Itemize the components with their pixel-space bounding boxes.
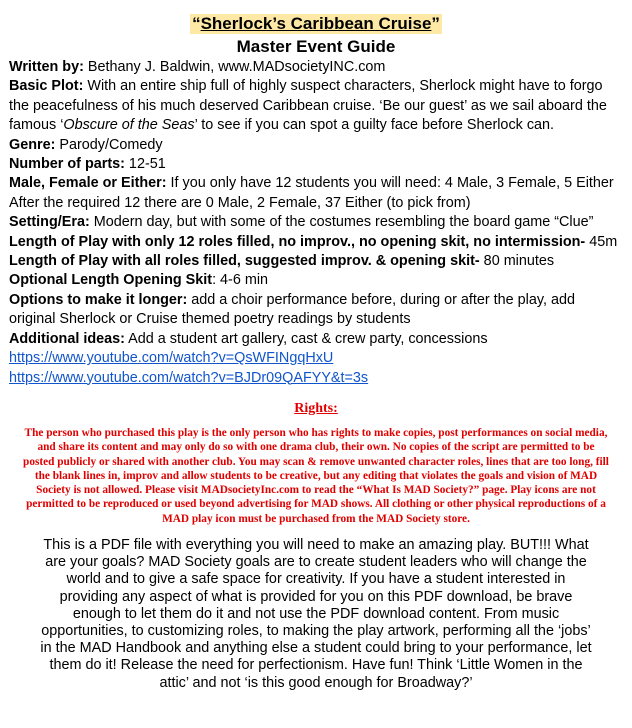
opening-skit-length: Optional Length Opening Skit: 4-6 min	[9, 272, 269, 289]
rights-heading: Rights:	[294, 400, 338, 416]
written-by: Written by: Bethany J. Baldwin, www.MADsocietyINC.com	[9, 59, 386, 75]
length-12-roles: Length of Play with only 12 roles filled, no improv., no opening skit, no intermission- 45m	[9, 233, 618, 250]
event-details	[0, 58, 632, 388]
additional-ideas: Additional ideas: Add a student art gallery, cast & crew party, concessions	[9, 330, 488, 347]
document-title-text: Sherlock’s Caribbean Cruise	[200, 14, 432, 33]
number-of-parts: Number of parts: 12-51	[9, 156, 166, 173]
options-longer: Options to make it longer: add a choir performance before, during or after the play, add original Sherlock or Cruise themed poetry readings by students	[9, 291, 576, 328]
title-row	[0, 0, 632, 35]
document-title: “Sherlock’s Caribbean Cruise”	[192, 14, 440, 33]
rights-text: The person who purchased this play is the only person who has rights to make copies, post performances on social media, and share its content and may only do so with one drama club, their own. No copies of the script are permitted to be posted publicly or shared with another club. You may scan & remove unwanted character roles, lines that are too long, fill the blank lines in, improv and allow students to be creative, but any editing that violates the goals and vision of MAD Society is not allowed. Please visit MADsocietyInc.com to read the “What Is MAD Society?” page. Play icons are not permitted to be reproduced or used beyond advertising for MAD shows. All clothing or other physical reproductions of a MAD play icon must be purchased from the MAD Society store.	[23, 426, 609, 525]
male-female-either: Male, Female or Either: If you only have 12 students you will need: 4 Male, 3 Female, 5 Either After the required 12 there are 0 Male, 2 Female, 37 Either (to pick from)	[9, 175, 614, 211]
setting-era: Setting/Era: Modern day, but with some of the costumes resembling the board game “Clue”	[9, 214, 594, 231]
basic-plot: Basic Plot: With an entire ship full of highly suspect characters, Sherlock might have to forgo the peacefulness of his much deserved Caribbean cruise. ‘Be our guest’ as we sail aboard the famous ‘Obscure of the Seas’ to see if you can spot a guilty face before Sherlock can.	[9, 78, 607, 134]
youtube-link-1[interactable]: https://www.youtube.com/watch?v=QsWFINgqHxU	[9, 350, 334, 367]
genre: Genre: Parody/Comedy	[9, 136, 163, 153]
length-all-roles: Length of Play with all roles filled, suggested improv. & opening skit- 80 minutes	[9, 253, 555, 270]
document-subtitle: Master Event Guide	[236, 37, 396, 56]
youtube-link-2[interactable]: https://www.youtube.com/watch?v=BJDr09QAFYY&t=3s	[9, 369, 369, 386]
pdf-note: This is a PDF file with everything you will need to make an amazing play. BUT!!! What are your goals? MAD Society goals are to create student leaders who will change the world and to give a safe space for creativity. If you have a student interested in providing any aspect of what is provided for you on this PDF download, be brave enough to let them do it and not use the PDF download content. From music opportunities, to customizing roles, to making the play artwork, performing all the ‘jobs’ in the MAD Handbook and anything else a student could bring to your performance, let them do it! Release the need for perfectionism. Have fun! Think ‘Little Women in the attic’ and not ‘is this good enough for Broadway?’	[40, 536, 592, 691]
